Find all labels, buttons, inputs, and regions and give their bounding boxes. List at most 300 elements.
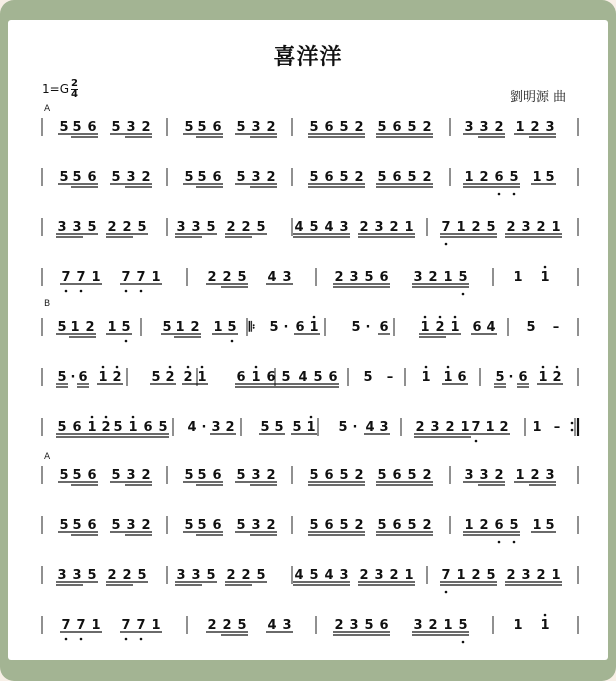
- note-digit: 1: [107, 320, 117, 335]
- note-digit: 6: [212, 518, 222, 533]
- octave-up-dot: [447, 366, 450, 369]
- note-digit: 1: [404, 220, 414, 235]
- note-digit: 5: [407, 518, 417, 533]
- note-digit: 2: [530, 120, 540, 135]
- note-digit: 1: [515, 468, 525, 483]
- note-digit: 5: [237, 270, 247, 285]
- note-digit: 1: [460, 420, 470, 435]
- note-digit: 1: [464, 518, 474, 533]
- note-digit: 5: [184, 170, 194, 185]
- note-digit: 5: [59, 518, 69, 533]
- note-digit: 1: [513, 270, 523, 285]
- note-digit: 1: [87, 420, 97, 435]
- section-mark-b: B: [44, 299, 51, 309]
- note-digit: 5: [309, 568, 319, 583]
- note-digit: 4: [187, 420, 197, 435]
- note-digit: 2: [225, 420, 235, 435]
- octave-up-dot: [255, 366, 258, 369]
- note-digit: 5: [236, 170, 246, 185]
- note-digit: 5: [111, 468, 121, 483]
- note-digit: 1: [151, 618, 161, 633]
- octave-down-dot: [445, 243, 448, 246]
- octave-up-dot: [313, 316, 316, 319]
- note-digit: 2: [354, 468, 364, 483]
- note-digit: 6: [266, 370, 276, 385]
- note-digit: 5: [309, 468, 319, 483]
- octave-down-dot: [125, 340, 128, 343]
- octave-down-dot: [513, 193, 516, 196]
- note-digit: 5: [495, 370, 505, 385]
- note-digit: 1: [485, 420, 495, 435]
- note-digit: 2: [107, 568, 117, 583]
- note-digit: 6: [328, 370, 338, 385]
- note-digit: 4: [365, 420, 375, 435]
- octave-down-dot: [65, 638, 68, 641]
- note-digit: 3: [479, 468, 489, 483]
- note-digit: 5: [407, 170, 417, 185]
- note-digit: 2: [479, 170, 489, 185]
- note-digit: 1: [128, 420, 138, 435]
- dash-extension: –: [552, 320, 560, 335]
- note-digit: 2: [422, 518, 432, 533]
- note-digit: 3: [282, 270, 292, 285]
- note-digit: 2: [479, 518, 489, 533]
- note-digit: 2: [241, 220, 251, 235]
- note-digit: 5: [184, 518, 194, 533]
- octave-up-dot: [116, 366, 119, 369]
- note-digit: 1: [513, 618, 523, 633]
- note-digit: 7: [441, 568, 451, 583]
- note-digit: 3: [191, 568, 201, 583]
- note-digit: 3: [339, 568, 349, 583]
- note-digit: 5: [72, 468, 82, 483]
- note-digit: 5: [309, 120, 319, 135]
- note-digit: 3: [126, 120, 136, 135]
- note-digit: 2: [494, 468, 504, 483]
- note-digit: 5: [87, 568, 97, 583]
- note-digit: 5: [59, 120, 69, 135]
- note-digit: 5: [162, 320, 172, 335]
- note-digit: 3: [251, 468, 261, 483]
- note-digit: 3: [57, 568, 67, 583]
- note-digit: 2: [471, 220, 481, 235]
- note-digit: 5: [338, 420, 348, 435]
- octave-down-dot: [231, 340, 234, 343]
- note-digit: 5: [113, 420, 123, 435]
- note-digit: 2: [207, 618, 217, 633]
- note-digit: 3: [545, 468, 555, 483]
- note-digit: 1: [515, 120, 525, 135]
- note-digit: 2: [354, 518, 364, 533]
- note-digit: 5: [309, 170, 319, 185]
- note-digit: 5: [121, 320, 131, 335]
- dot-duration: ·: [283, 320, 289, 335]
- note-digit: 6: [212, 468, 222, 483]
- note-digit: 5: [363, 370, 373, 385]
- note-digit: 6: [295, 320, 305, 335]
- time-sig-denominator: 4: [71, 89, 78, 100]
- note-digit: 5: [313, 370, 323, 385]
- note-digit: 6: [457, 370, 467, 385]
- octave-down-dot: [498, 193, 501, 196]
- octave-down-dot: [462, 293, 465, 296]
- note-digit: 5: [137, 220, 147, 235]
- octave-down-dot: [125, 638, 128, 641]
- note-digit: 3: [374, 220, 384, 235]
- note-digit: 2: [499, 420, 509, 435]
- note-digit: 1: [532, 170, 542, 185]
- note-digit: 6: [518, 370, 528, 385]
- note-digit: 5: [545, 170, 555, 185]
- note-digit: 2: [428, 270, 438, 285]
- note-digit: 4: [294, 220, 304, 235]
- note-digit: 4: [294, 568, 304, 583]
- note-digit: 2: [359, 568, 369, 583]
- note-digit: 5: [87, 220, 97, 235]
- note-digit: 3: [545, 120, 555, 135]
- note-digit: 5: [158, 420, 168, 435]
- note-digit: 2: [506, 220, 516, 235]
- note-digit: 1: [456, 568, 466, 583]
- note-digit: 6: [87, 468, 97, 483]
- note-digit: 1: [443, 370, 453, 385]
- note-digit: 5: [364, 618, 374, 633]
- note-digit: 2: [122, 568, 132, 583]
- note-digit: 2: [112, 370, 122, 385]
- dash-extension: –: [553, 420, 561, 435]
- note-digit: 1: [540, 270, 550, 285]
- note-digit: 1: [540, 618, 550, 633]
- note-digit: 5: [57, 370, 67, 385]
- note-digit: 5: [545, 518, 555, 533]
- note-digit: 7: [136, 618, 146, 633]
- octave-up-dot: [91, 416, 94, 419]
- note-digit: 1: [98, 370, 108, 385]
- note-digit: 5: [206, 220, 216, 235]
- note-digit: 1: [175, 320, 185, 335]
- note-digit: 6: [472, 320, 482, 335]
- note-digit: 5: [339, 468, 349, 483]
- note-digit: 1: [91, 270, 101, 285]
- note-digit: 5: [509, 170, 519, 185]
- note-digit: 5: [59, 170, 69, 185]
- note-digit: 6: [212, 120, 222, 135]
- note-digit: 4: [298, 370, 308, 385]
- note-digit: 6: [87, 518, 97, 533]
- note-digit: 5: [197, 468, 207, 483]
- note-digit: 5: [57, 320, 67, 335]
- note-digit: 2: [266, 170, 276, 185]
- note-digit: 7: [76, 618, 86, 633]
- octave-up-dot: [556, 366, 559, 369]
- note-digit: 2: [389, 568, 399, 583]
- dot-duration: ·: [352, 420, 358, 435]
- note-digit: 5: [72, 518, 82, 533]
- note-digit: 3: [413, 270, 423, 285]
- note-digit: 6: [392, 120, 402, 135]
- note-digit: 3: [176, 568, 186, 583]
- note-digit: 5: [151, 370, 161, 385]
- note-digit: 1: [551, 220, 561, 235]
- note-digit: 5: [486, 568, 496, 583]
- note-digit: 5: [377, 120, 387, 135]
- dot-duration: ·: [201, 420, 207, 435]
- note-digit: 5: [509, 518, 519, 533]
- note-digit: 2: [354, 120, 364, 135]
- note-digit: 3: [479, 120, 489, 135]
- note-digit: 1: [309, 320, 319, 335]
- note-digit: 3: [349, 270, 359, 285]
- note-digit: 5: [256, 568, 266, 583]
- octave-down-dot: [445, 591, 448, 594]
- note-digit: 2: [428, 618, 438, 633]
- note-digit: 2: [101, 420, 111, 435]
- note-digit: 5: [458, 270, 468, 285]
- note-digit: 5: [111, 120, 121, 135]
- note-digit: 2: [141, 120, 151, 135]
- note-digit: 5: [339, 518, 349, 533]
- note-digit: 2: [422, 468, 432, 483]
- note-digit: 3: [251, 170, 261, 185]
- note-digit: 5: [72, 120, 82, 135]
- note-digit: 1: [421, 370, 431, 385]
- note-digit: 6: [87, 170, 97, 185]
- note-digit: 2: [266, 468, 276, 483]
- repeat-end-dot: [571, 429, 574, 432]
- note-digit: 2: [359, 220, 369, 235]
- note-digit: 1: [551, 568, 561, 583]
- note-digit: 3: [251, 120, 261, 135]
- note-digit: 3: [521, 220, 531, 235]
- note-digit: 2: [334, 270, 344, 285]
- note-digit: 2: [471, 568, 481, 583]
- note-digit: 6: [236, 370, 246, 385]
- note-digit: 1: [538, 370, 548, 385]
- note-digit: 1: [197, 370, 207, 385]
- octave-up-dot: [424, 316, 427, 319]
- note-digit: 3: [430, 420, 440, 435]
- note-digit: 2: [422, 120, 432, 135]
- note-digit: 4: [324, 568, 334, 583]
- repeat-end-dot: [571, 422, 574, 425]
- note-digit: 3: [379, 420, 389, 435]
- note-digit: 5: [377, 170, 387, 185]
- note-digit: 1: [443, 618, 453, 633]
- note-digit: 2: [552, 370, 562, 385]
- note-digit: 5: [237, 618, 247, 633]
- note-digit: 6: [212, 170, 222, 185]
- note-digit: 7: [121, 270, 131, 285]
- note-digit: 2: [266, 120, 276, 135]
- note-digit: 6: [87, 120, 97, 135]
- octave-down-dot: [65, 290, 68, 293]
- octave-up-dot: [310, 416, 313, 419]
- note-digit: 6: [324, 518, 334, 533]
- octave-up-dot: [544, 614, 547, 617]
- note-digit: 1: [464, 170, 474, 185]
- note-digit: 5: [274, 420, 284, 435]
- note-digit: 7: [61, 618, 71, 633]
- octave-up-dot: [425, 366, 428, 369]
- note-digit: 3: [72, 220, 82, 235]
- note-digit: 7: [471, 420, 481, 435]
- note-digit: 5: [407, 120, 417, 135]
- key-label: 1=G: [42, 82, 69, 96]
- note-digit: 5: [72, 170, 82, 185]
- octave-down-dot: [140, 290, 143, 293]
- note-digit: 1: [91, 618, 101, 633]
- note-digit: 1: [404, 568, 414, 583]
- note-digit: 7: [121, 618, 131, 633]
- note-digit: 6: [379, 618, 389, 633]
- octave-down-dot: [498, 541, 501, 544]
- note-digit: 3: [521, 568, 531, 583]
- note-digit: 2: [241, 568, 251, 583]
- note-digit: 1: [443, 270, 453, 285]
- note-digit: 4: [267, 618, 277, 633]
- octave-down-dot: [80, 290, 83, 293]
- dash-extension: –: [386, 370, 394, 385]
- note-digit: 5: [486, 220, 496, 235]
- note-digit: 5: [137, 568, 147, 583]
- note-digit: 2: [536, 220, 546, 235]
- note-digit: 1: [213, 320, 223, 335]
- song-title: 喜洋洋: [273, 45, 343, 70]
- octave-up-dot: [201, 366, 204, 369]
- note-digit: 3: [251, 518, 261, 533]
- note-digit: 2: [222, 618, 232, 633]
- note-digit: 2: [266, 518, 276, 533]
- note-digit: 5: [184, 120, 194, 135]
- note-digit: 5: [236, 468, 246, 483]
- note-digit: 5: [377, 468, 387, 483]
- note-digit: 2: [435, 320, 445, 335]
- note-digit: 3: [464, 468, 474, 483]
- note-digit: 3: [191, 220, 201, 235]
- note-digit: 5: [309, 220, 319, 235]
- note-digit: 5: [197, 120, 207, 135]
- octave-up-dot: [439, 316, 442, 319]
- note-digit: 6: [392, 468, 402, 483]
- octave-up-dot: [105, 416, 108, 419]
- note-digit: 2: [389, 220, 399, 235]
- note-digit: 2: [207, 270, 217, 285]
- note-digit: 3: [72, 568, 82, 583]
- section-mark-a-repeat: A: [44, 452, 51, 462]
- octave-down-dot: [462, 641, 465, 644]
- note-digit: 6: [494, 518, 504, 533]
- note-digit: 5: [59, 468, 69, 483]
- note-digit: 6: [143, 420, 153, 435]
- note-digit: 6: [392, 170, 402, 185]
- note-digit: 2: [141, 170, 151, 185]
- note-digit: 2: [536, 568, 546, 583]
- note-digit: 2: [334, 618, 344, 633]
- dot-duration: ·: [70, 370, 76, 385]
- note-digit: 5: [526, 320, 536, 335]
- note-digit: 7: [61, 270, 71, 285]
- note-digit: 5: [281, 370, 291, 385]
- note-digit: 2: [141, 468, 151, 483]
- note-digit: 1: [456, 220, 466, 235]
- note-digit: 5: [292, 420, 302, 435]
- note-digit: 2: [226, 220, 236, 235]
- note-digit: 3: [126, 468, 136, 483]
- note-digit: 2: [494, 120, 504, 135]
- octave-up-dot: [454, 316, 457, 319]
- note-digit: 3: [126, 518, 136, 533]
- note-digit: 7: [76, 270, 86, 285]
- note-digit: 1: [306, 420, 316, 435]
- note-digit: 3: [339, 220, 349, 235]
- note-digit: 5: [309, 518, 319, 533]
- note-digit: 2: [190, 320, 200, 335]
- note-digit: 2: [222, 270, 232, 285]
- note-digit: 2: [122, 220, 132, 235]
- note-digit: 5: [260, 420, 270, 435]
- note-digit: 4: [486, 320, 496, 335]
- note-digit: 2: [422, 170, 432, 185]
- note-digit: 5: [236, 518, 246, 533]
- note-digit: 4: [267, 270, 277, 285]
- note-digit: 1: [151, 270, 161, 285]
- note-digit: 1: [532, 420, 542, 435]
- octave-down-dot: [80, 638, 83, 641]
- note-digit: 5: [227, 320, 237, 335]
- note-digit: 2: [183, 370, 193, 385]
- note-digit: 2: [415, 420, 425, 435]
- note-digit: 6: [78, 370, 88, 385]
- octave-down-dot: [475, 440, 478, 443]
- dot-duration: ·: [508, 370, 514, 385]
- note-digit: 6: [324, 120, 334, 135]
- dot-duration: ·: [365, 320, 371, 335]
- note-digit: 5: [111, 170, 121, 185]
- note-digit: 5: [458, 618, 468, 633]
- note-digit: 4: [324, 220, 334, 235]
- octave-up-dot: [187, 366, 190, 369]
- note-digit: 6: [379, 320, 389, 335]
- note-digit: 2: [165, 370, 175, 385]
- note-digit: 6: [72, 420, 82, 435]
- note-digit: 5: [339, 120, 349, 135]
- note-digit: 1: [420, 320, 430, 335]
- note-digit: 2: [445, 420, 455, 435]
- note-digit: 5: [206, 568, 216, 583]
- octave-down-dot: [125, 290, 128, 293]
- note-digit: 2: [354, 170, 364, 185]
- note-digit: 5: [236, 120, 246, 135]
- note-digit: 5: [269, 320, 279, 335]
- note-digit: 2: [226, 568, 236, 583]
- note-digit: 5: [364, 270, 374, 285]
- note-digit: 6: [324, 468, 334, 483]
- note-digit: 7: [136, 270, 146, 285]
- note-digit: 6: [324, 170, 334, 185]
- octave-up-dot: [544, 266, 547, 269]
- note-digit: 5: [197, 170, 207, 185]
- note-digit: 1: [450, 320, 460, 335]
- note-digit: 3: [282, 618, 292, 633]
- note-digit: 1: [251, 370, 261, 385]
- octave-up-dot: [169, 366, 172, 369]
- octave-down-dot: [140, 638, 143, 641]
- note-digit: 6: [392, 518, 402, 533]
- note-digit: 2: [107, 220, 117, 235]
- octave-up-dot: [542, 366, 545, 369]
- note-digit: 3: [349, 618, 359, 633]
- note-digit: 2: [506, 568, 516, 583]
